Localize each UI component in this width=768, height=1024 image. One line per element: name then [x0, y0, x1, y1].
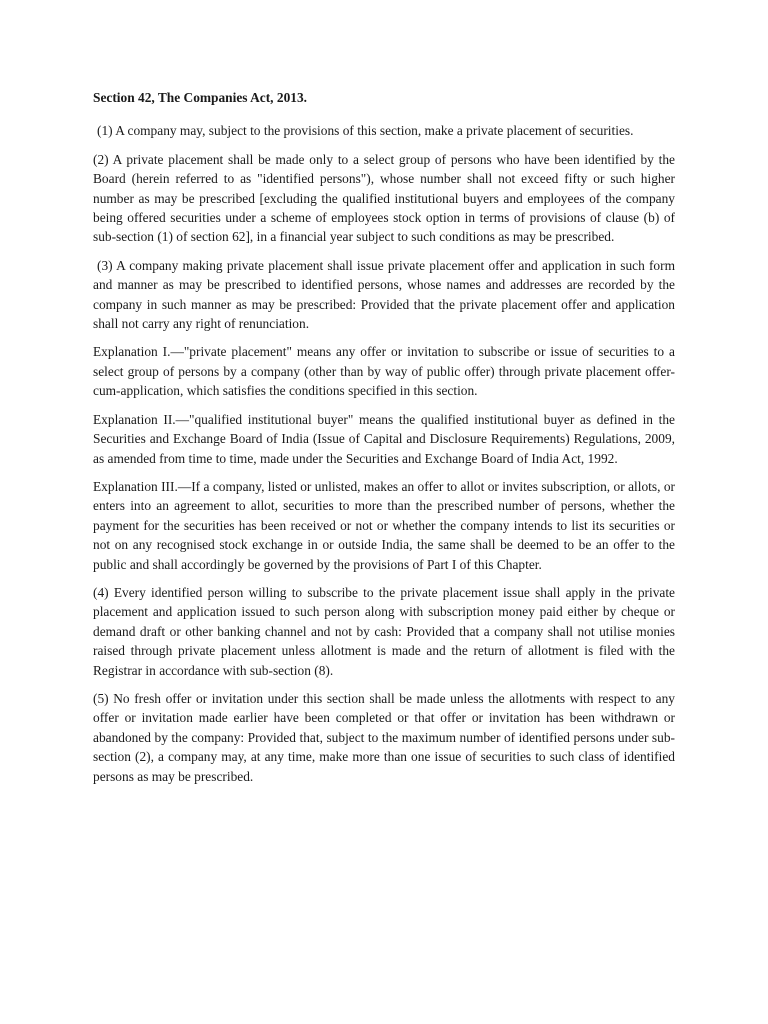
- paragraph-subsection-4: (4) Every identified person willing to subscribe to the private placement issue shall apply in the private placement and application issued to such person along with subscription money paid either by cheque or demand draft or other banking channel and not by cash: Provided that a company shall not utilise monies raised through private placement unless allotment is made and the return of allotment is filed with the Registrar in accordance with sub-section (8).: [93, 584, 675, 678]
- paragraph-explanation-2: Explanation II.—"qualified institutional buyer" means the qualified institutional buyer as defined in the Securities and Exchange Board of India (Issue of Capital and Disclosure Requirements) Regulations, 2009, as amended from time to time, made under the Securities and Exchange Board of India Act, 1992.: [93, 411, 675, 466]
- paragraph-subsection-3: (3) A company making private placement shall issue private placement offer and application in such form and manner as may be prescribed to identified persons, whose names and addresses are recorded by the company in such manner as may be prescribed: Provided that the private placement offer and application shall not carry any right of renunciation.: [93, 257, 675, 332]
- paragraph-explanation-3: Explanation III.—If a company, listed or unlisted, makes an offer to allot or invites subscription, or allots, or enters into an agreement to allot, securities to more than the prescribed number of persons, whether the payment for the securities has been received or not or whether the company intends to list its securities or not on any recognised stock exchange in or outside India, the same shall be deemed to be an offer to the public and shall accordingly be governed by the provisions of Part I of this Chapter.: [93, 478, 675, 572]
- paragraph-subsection-1: (1) A company may, subject to the provisions of this section, make a private placement of securities.: [97, 123, 634, 139]
- document-page: [93, 88, 675, 795]
- document-title: Section 42, The Companies Act, 2013.: [93, 90, 308, 105]
- paragraph-subsection-2: (2) A private placement shall be made only to a select group of persons who have been identified by the Board (herein referred to as "identified persons"), whose number shall not exceed fifty or such higher number as may be prescribed [excluding the qualified institutional buyers and employees of the company being offered securities under a scheme of employees stock option in terms of provisions of clause (b) of sub-section (1) of section 62], in a financial year subject to such conditions as may be prescribed.: [93, 151, 675, 245]
- paragraph-subsection-5: (5) No fresh offer or invitation under this section shall be made unless the allotments with respect to any offer or invitation made earlier have been completed or that offer or invitation has been withdrawn or abandoned by the company: Provided that, subject to the maximum number of identified persons under sub-section (2), a company may, at any time, make more than one issue of securities to such class of identified persons as may be prescribed.: [93, 690, 675, 784]
- paragraph-explanation-1: Explanation I.—"private placement" means any offer or invitation to subscribe or issue of securities to a select group of persons by a company (other than by way of public offer) through private placement offer-cum-application, which satisfies the conditions specified in this section.: [93, 344, 675, 399]
